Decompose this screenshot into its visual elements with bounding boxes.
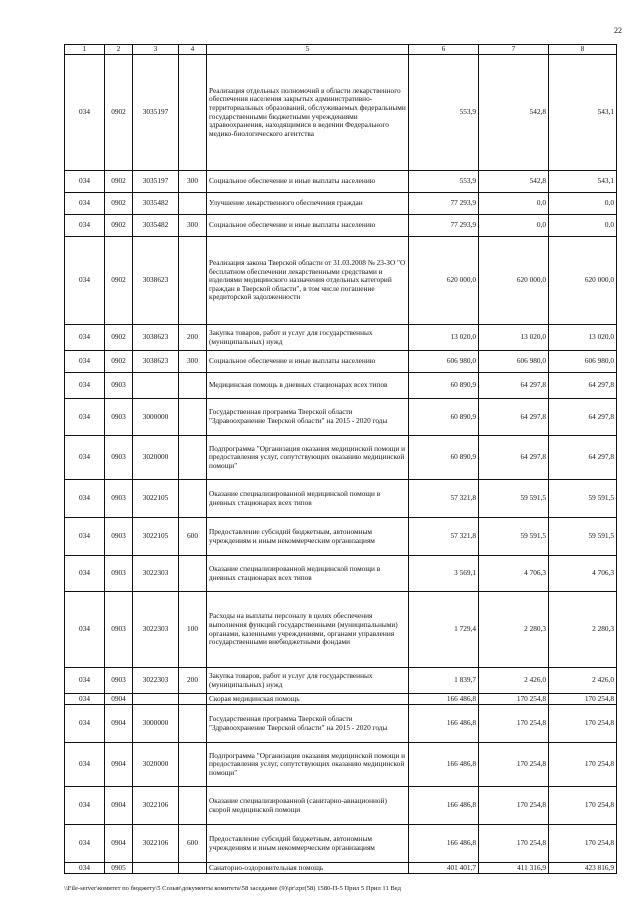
amount-col8: 64 297,8 <box>549 399 617 436</box>
target-code <box>133 373 179 399</box>
target-code: 3022106 <box>133 787 179 825</box>
amount-col6: 77 293,9 <box>409 215 479 237</box>
amount-col7: 411 316,9 <box>479 863 549 874</box>
table-row <box>65 399 617 436</box>
ministry-code: 034 <box>65 480 105 518</box>
ministry-code: 034 <box>65 325 105 351</box>
ministry-code: 034 <box>65 668 105 694</box>
expense-type-code: 100 <box>179 592 207 668</box>
expense-type-code: 200 <box>179 325 207 351</box>
expense-type-code <box>179 705 207 743</box>
item-name: Реализация отдельных полномочий в области лекарственного обеспечения населения закрытых административно-территориальных образований, обслуживаемых федеральными государственными бюджетными учреждениями здравоохранения, находящимися в ведении Федерального медико-биологического агентства <box>207 55 409 171</box>
item-name: Предоставление субсидий бюджетным, автономным учреждениям и иным некоммерческим организациям <box>207 518 409 556</box>
target-code: 3022303 <box>133 592 179 668</box>
amount-col7: 13 020,0 <box>479 325 549 351</box>
amount-col8: 64 297,8 <box>549 436 617 480</box>
amount-col7: 0,0 <box>479 193 549 215</box>
column-header-8: 8 <box>549 45 617 55</box>
section-code: 0902 <box>105 215 133 237</box>
item-name: Государственная программа Тверской области "Здравоохранение Тверской области" на 2015 - 2020 годы <box>207 705 409 743</box>
table-row <box>65 325 617 351</box>
expense-type-code <box>179 193 207 215</box>
header-row <box>65 45 617 55</box>
expense-type-code: 600 <box>179 518 207 556</box>
section-code: 0902 <box>105 325 133 351</box>
amount-col8: 0,0 <box>549 215 617 237</box>
target-code: 3000000 <box>133 399 179 436</box>
target-code: 3022105 <box>133 518 179 556</box>
table-row <box>65 705 617 743</box>
item-name: Реализация закона Тверской области от 31.03.2008 № 23-ЗО "О бесплатном обеспечении лекарственными средствами и изделиями медицинского назначения отдельных категорий граждан в Тверской области", в том числе погашение кредиторской задолженности <box>207 237 409 325</box>
amount-col7: 606 980,0 <box>479 351 549 373</box>
ministry-code: 034 <box>65 825 105 863</box>
target-code <box>133 694 179 705</box>
section-code: 0903 <box>105 373 133 399</box>
amount-col8: 170 254,8 <box>549 705 617 743</box>
target-code <box>133 863 179 874</box>
section-code: 0904 <box>105 787 133 825</box>
expense-type-code: 200 <box>179 668 207 694</box>
expense-type-code: 600 <box>179 825 207 863</box>
ministry-code: 034 <box>65 694 105 705</box>
table-row <box>65 215 617 237</box>
section-code: 0903 <box>105 399 133 436</box>
expense-type-code <box>179 694 207 705</box>
amount-col8: 543,1 <box>549 55 617 171</box>
ministry-code: 034 <box>65 518 105 556</box>
ministry-code: 034 <box>65 863 105 874</box>
amount-col7: 170 254,8 <box>479 787 549 825</box>
target-code: 3022303 <box>133 668 179 694</box>
target-code: 3038623 <box>133 325 179 351</box>
amount-col8: 170 254,8 <box>549 694 617 705</box>
table-row <box>65 743 617 787</box>
amount-col6: 166 486,8 <box>409 825 479 863</box>
target-code: 3038623 <box>133 237 179 325</box>
table-row <box>65 592 617 668</box>
ministry-code: 034 <box>65 592 105 668</box>
ministry-code: 034 <box>65 743 105 787</box>
amount-col6: 166 486,8 <box>409 743 479 787</box>
amount-col8: 64 297,8 <box>549 373 617 399</box>
amount-col7: 542,8 <box>479 55 549 171</box>
amount-col8: 423 816,9 <box>549 863 617 874</box>
expense-type-code: 300 <box>179 171 207 193</box>
target-code: 3022105 <box>133 480 179 518</box>
target-code: 3020000 <box>133 436 179 480</box>
table-row <box>65 193 617 215</box>
table-row <box>65 825 617 863</box>
column-header-1: 1 <box>65 45 105 55</box>
section-code: 0904 <box>105 825 133 863</box>
target-code: 3038623 <box>133 351 179 373</box>
amount-col7: 542,8 <box>479 171 549 193</box>
table-row <box>65 694 617 705</box>
section-code: 0903 <box>105 518 133 556</box>
ministry-code: 034 <box>65 215 105 237</box>
amount-col7: 620 000,0 <box>479 237 549 325</box>
amount-col7: 170 254,8 <box>479 705 549 743</box>
target-code: 3035197 <box>133 171 179 193</box>
amount-col8: 170 254,8 <box>549 743 617 787</box>
amount-col8: 170 254,8 <box>549 825 617 863</box>
amount-col8: 170 254,8 <box>549 787 617 825</box>
section-code: 0904 <box>105 743 133 787</box>
item-name: Предоставление субсидий бюджетным, автономным учреждениям и иным некоммерческим организациям <box>207 825 409 863</box>
amount-col6: 553,9 <box>409 171 479 193</box>
section-code: 0903 <box>105 592 133 668</box>
amount-col8: 4 706,3 <box>549 556 617 592</box>
item-name: Подпрограмма "Организация оказания медицинской помощи и предоставления услуг, сопутствующих оказанию медицинской помощи" <box>207 436 409 480</box>
table-row <box>65 518 617 556</box>
table-row <box>65 480 617 518</box>
section-code: 0902 <box>105 237 133 325</box>
item-name: Государственная программа Тверской области "Здравоохранение Тверской области" на 2015 - 2020 годы <box>207 399 409 436</box>
amount-col8: 13 020,0 <box>549 325 617 351</box>
column-header-4: 4 <box>179 45 207 55</box>
amount-col6: 13 020,0 <box>409 325 479 351</box>
target-code: 3035197 <box>133 55 179 171</box>
ministry-code: 034 <box>65 556 105 592</box>
table-row <box>65 436 617 480</box>
amount-col6: 60 890,9 <box>409 373 479 399</box>
target-code: 3022303 <box>133 556 179 592</box>
table-row <box>65 863 617 874</box>
item-name: Медицинская помощь в дневных стационарах всех типов <box>207 373 409 399</box>
amount-col7: 64 297,8 <box>479 399 549 436</box>
amount-col7: 170 254,8 <box>479 743 549 787</box>
amount-col6: 553,9 <box>409 55 479 171</box>
amount-col8: 606 980,0 <box>549 351 617 373</box>
page-number: 22 <box>614 26 622 35</box>
ministry-code: 034 <box>65 351 105 373</box>
amount-col8: 543,1 <box>549 171 617 193</box>
expense-type-code <box>179 237 207 325</box>
item-name: Закупка товаров, работ и услуг для государственных (муниципальных) нужд <box>207 668 409 694</box>
target-code: 3000000 <box>133 705 179 743</box>
section-code: 0903 <box>105 436 133 480</box>
amount-col6: 166 486,8 <box>409 705 479 743</box>
section-code: 0905 <box>105 863 133 874</box>
item-name: Скорая медицинская помощь <box>207 694 409 705</box>
amount-col6: 606 980,0 <box>409 351 479 373</box>
expense-type-code <box>179 556 207 592</box>
item-name: Подпрограмма "Организация оказания медицинской помощи и предоставления услуг, сопутствующих оказанию медицинской помощи" <box>207 743 409 787</box>
table-row <box>65 787 617 825</box>
amount-col7: 0,0 <box>479 215 549 237</box>
amount-col8: 0,0 <box>549 193 617 215</box>
item-name: Социальное обеспечение и иные выплаты населению <box>207 351 409 373</box>
amount-col8: 2 426,0 <box>549 668 617 694</box>
amount-col6: 1 839,7 <box>409 668 479 694</box>
section-code: 0903 <box>105 668 133 694</box>
ministry-code: 034 <box>65 436 105 480</box>
table-row <box>65 351 617 373</box>
target-code: 3035482 <box>133 193 179 215</box>
amount-col7: 170 254,8 <box>479 825 549 863</box>
expense-type-code <box>179 863 207 874</box>
amount-col6: 60 890,9 <box>409 436 479 480</box>
budget-table <box>64 44 617 874</box>
item-name: Оказание специализированной (санитарно-авиационной) скорой медицинской помощи <box>207 787 409 825</box>
item-name: Улучшение лекарственного обеспечения граждан <box>207 193 409 215</box>
column-header-2: 2 <box>105 45 133 55</box>
amount-col6: 3 569,1 <box>409 556 479 592</box>
section-code: 0903 <box>105 480 133 518</box>
section-code: 0904 <box>105 705 133 743</box>
item-name: Расходы на выплаты персоналу в целях обеспечения выполнения функций государственными (муниципальными) органами, казенными учреждениями, органами управления государственными внебюджетными фондами <box>207 592 409 668</box>
amount-col6: 57 321,8 <box>409 518 479 556</box>
amount-col6: 166 486,8 <box>409 694 479 705</box>
section-code: 0904 <box>105 694 133 705</box>
column-header-6: 6 <box>409 45 479 55</box>
ministry-code: 034 <box>65 193 105 215</box>
item-name: Закупка товаров, работ и услуг для государственных (муниципальных) нужд <box>207 325 409 351</box>
table-row <box>65 237 617 325</box>
ministry-code: 034 <box>65 705 105 743</box>
amount-col8: 620 000,0 <box>549 237 617 325</box>
table-row <box>65 556 617 592</box>
table-row <box>65 55 617 171</box>
amount-col7: 4 706,3 <box>479 556 549 592</box>
amount-col7: 170 254,8 <box>479 694 549 705</box>
table-row <box>65 373 617 399</box>
expense-type-code <box>179 436 207 480</box>
target-code: 3022106 <box>133 825 179 863</box>
amount-col6: 401 401,7 <box>409 863 479 874</box>
amount-col6: 77 293,9 <box>409 193 479 215</box>
ministry-code: 034 <box>65 399 105 436</box>
section-code: 0902 <box>105 55 133 171</box>
section-code: 0902 <box>105 171 133 193</box>
expense-type-code <box>179 787 207 825</box>
expense-type-code <box>179 399 207 436</box>
item-name: Социальное обеспечение и иные выплаты населению <box>207 215 409 237</box>
section-code: 0902 <box>105 193 133 215</box>
target-code: 3035482 <box>133 215 179 237</box>
column-header-3: 3 <box>133 45 179 55</box>
ministry-code: 034 <box>65 171 105 193</box>
table-row <box>65 171 617 193</box>
file-path-footer: \\File-server\комитет по бюджету\5 Созыв\документы комитета\58 заседание (9)\pr\zpr(58) 1580-П-5 Прил 5 Прил 11 Вед <box>64 885 401 892</box>
ministry-code: 034 <box>65 787 105 825</box>
section-code: 0903 <box>105 556 133 592</box>
item-name: Оказание специализированной медицинской помощи в дневных стационарах всех типов <box>207 556 409 592</box>
amount-col7: 59 591,5 <box>479 480 549 518</box>
amount-col7: 2 280,3 <box>479 592 549 668</box>
section-code: 0902 <box>105 351 133 373</box>
amount-col7: 59 591,5 <box>479 518 549 556</box>
ministry-code: 034 <box>65 55 105 171</box>
expense-type-code <box>179 743 207 787</box>
column-header-7: 7 <box>479 45 549 55</box>
amount-col7: 64 297,8 <box>479 373 549 399</box>
amount-col6: 620 000,0 <box>409 237 479 325</box>
expense-type-code <box>179 373 207 399</box>
amount-col8: 59 591,5 <box>549 518 617 556</box>
column-header-5: 5 <box>207 45 409 55</box>
expense-type-code: 300 <box>179 215 207 237</box>
expense-type-code <box>179 480 207 518</box>
amount-col6: 57 321,8 <box>409 480 479 518</box>
amount-col6: 60 890,9 <box>409 399 479 436</box>
item-name: Санаторно-оздоровительная помощь <box>207 863 409 874</box>
table-row <box>65 668 617 694</box>
amount-col8: 59 591,5 <box>549 480 617 518</box>
ministry-code: 034 <box>65 373 105 399</box>
expense-type-code: 300 <box>179 351 207 373</box>
amount-col8: 2 280,3 <box>549 592 617 668</box>
expense-type-code <box>179 55 207 171</box>
item-name: Оказание специализированной медицинской помощи в дневных стационарах всех типов <box>207 480 409 518</box>
ministry-code: 034 <box>65 237 105 325</box>
target-code: 3020000 <box>133 743 179 787</box>
amount-col6: 1 729,4 <box>409 592 479 668</box>
amount-col7: 2 426,0 <box>479 668 549 694</box>
amount-col7: 64 297,8 <box>479 436 549 480</box>
item-name: Социальное обеспечение и иные выплаты населению <box>207 171 409 193</box>
amount-col6: 166 486,8 <box>409 787 479 825</box>
